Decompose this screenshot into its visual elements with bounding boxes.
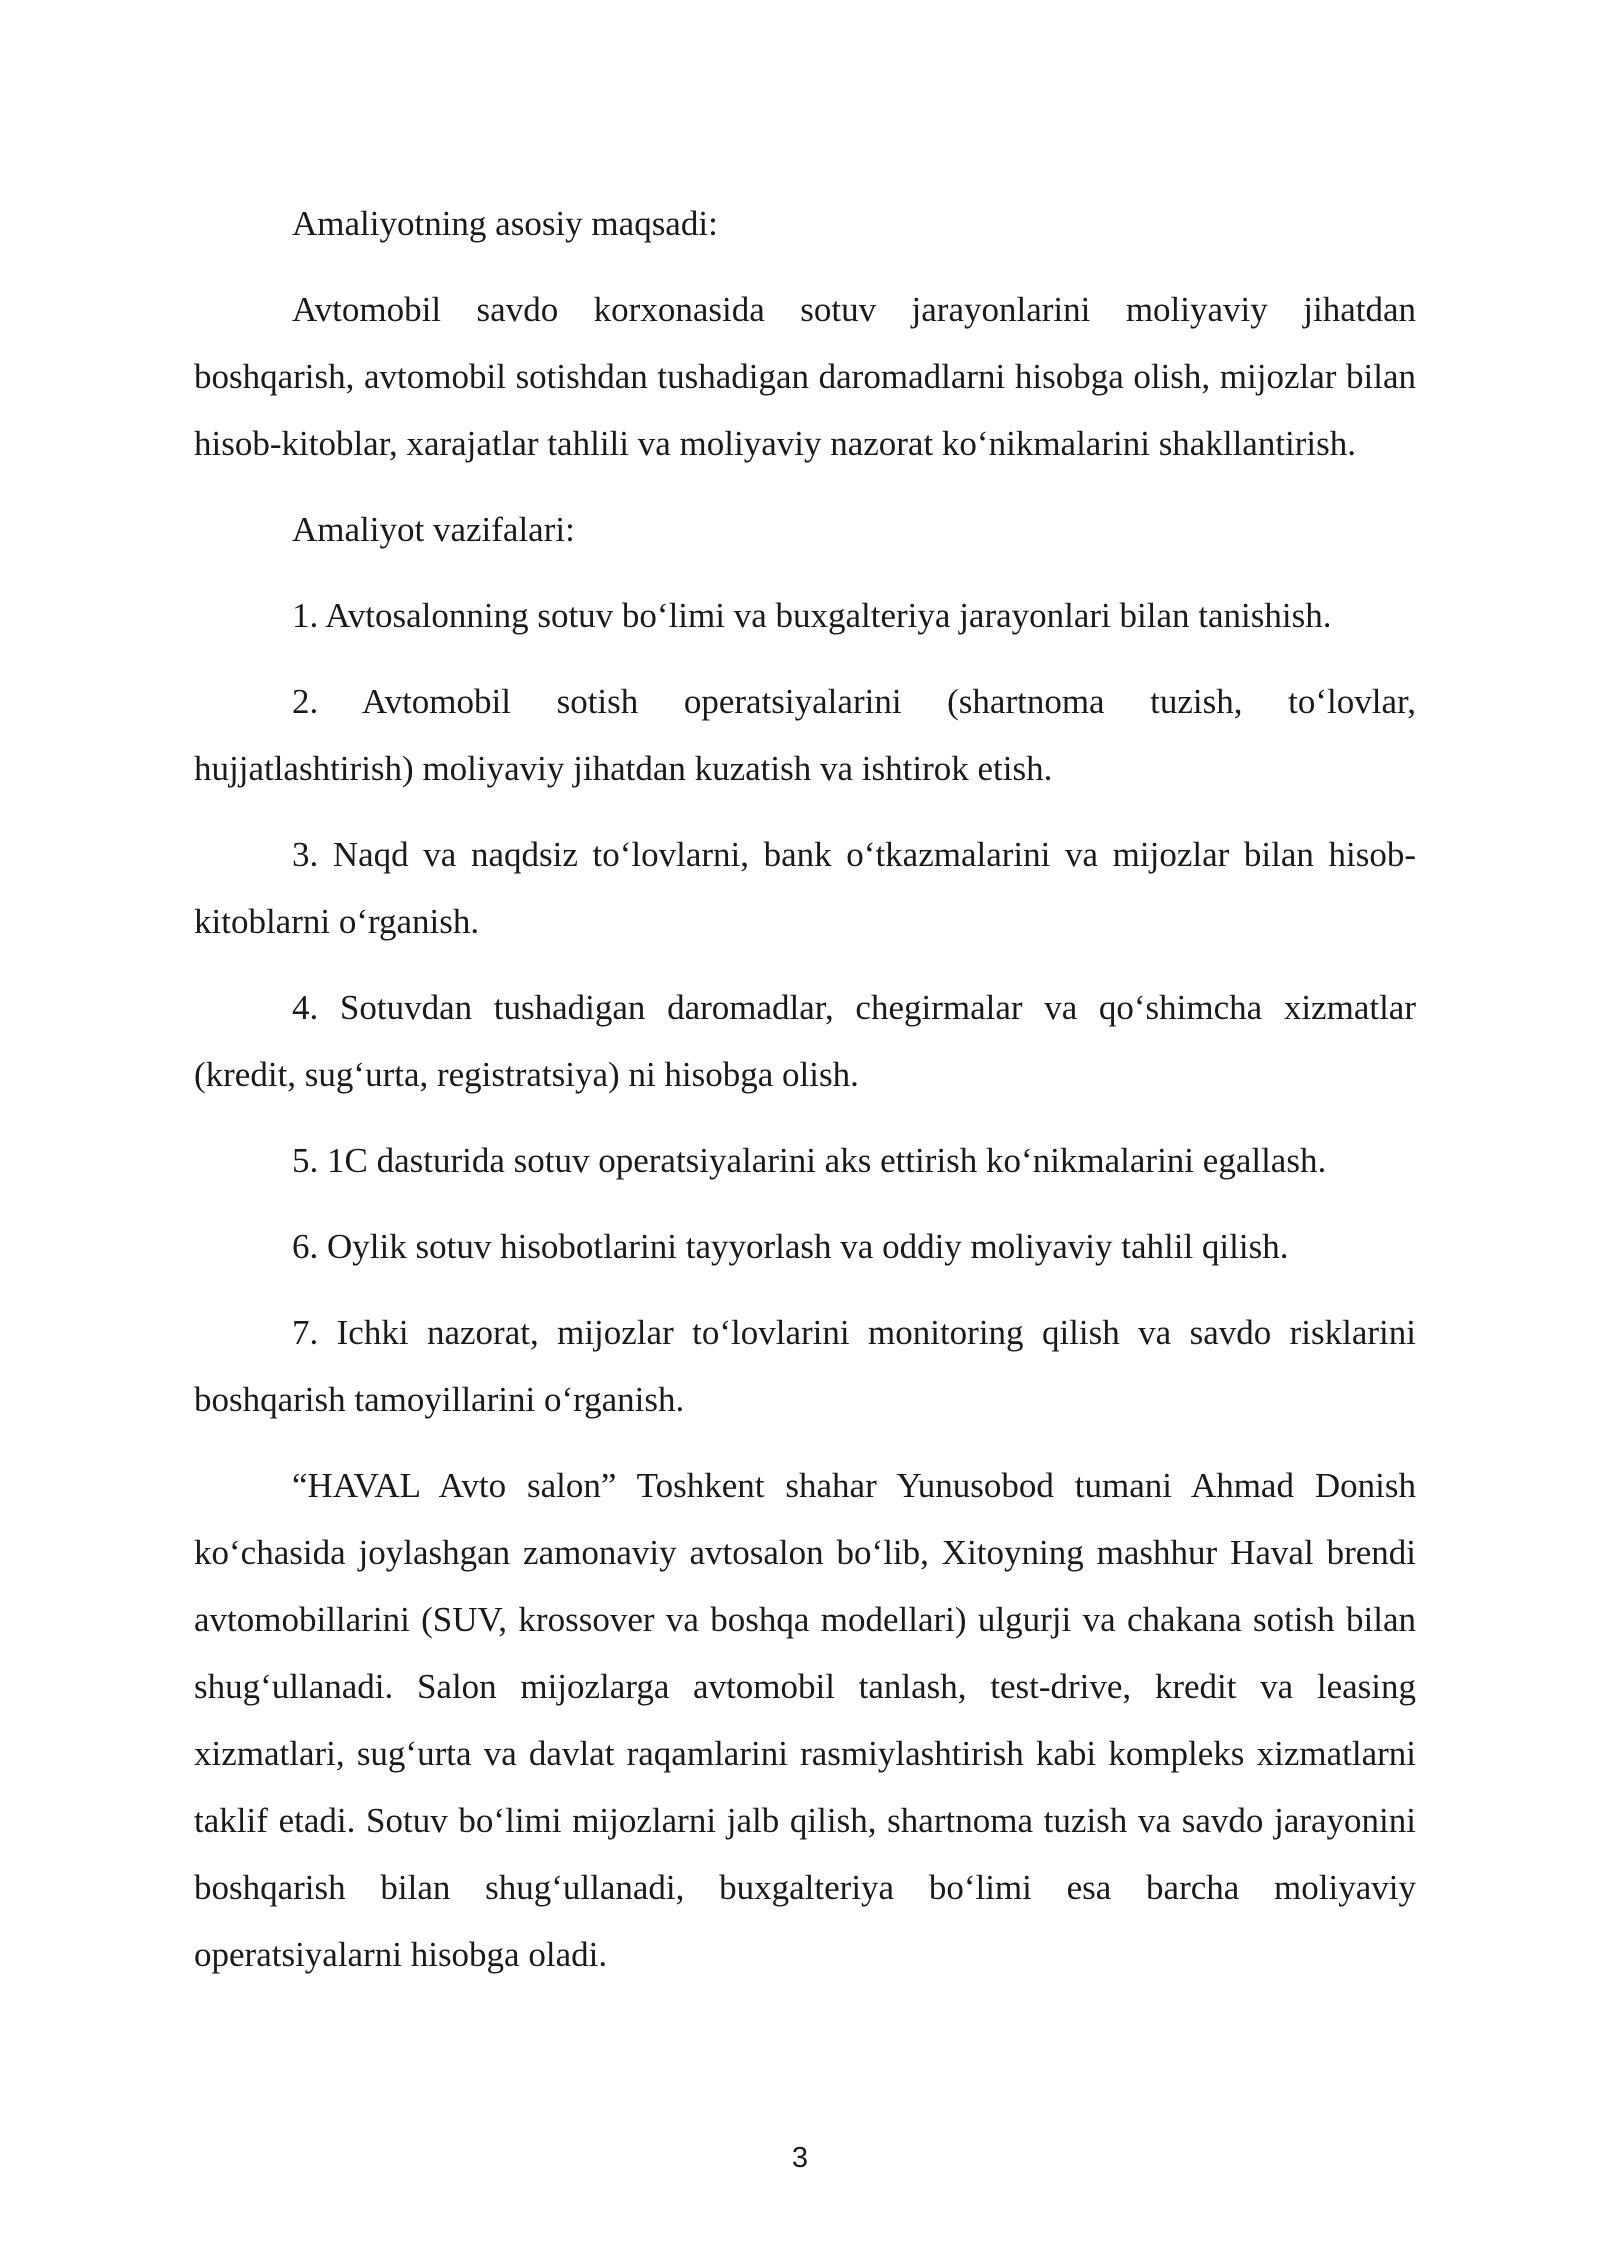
- task-item-7: 7. Ichki nazorat, mijozlar to‘lovlarini monitoring qilish va savdo risklarini boshqarish tamoyillarini o‘rganish.: [194, 1313, 1416, 1419]
- task-item-1: 1. Avtosalonning sotuv bo‘limi va buxgalteriya jarayonlari bilan tanishish.: [292, 596, 1332, 635]
- goal-paragraph: Avtomobil savdo korxonasida sotuv jarayonlarini moliyaviy jihatdan boshqarish, avtomobil sotishdan tushadigan daromadlarni hisobga olish, mijozlar bilan hisob-kitoblar, xarajatlar tahlili va moliyaviy nazorat ko‘nikmalarini shakllantirish.: [194, 290, 1416, 463]
- task-item-2: 2. Avtomobil sotish operatsiyalarini (shartnoma tuzish, to‘lovlar, hujjatlashtirish) moliyaviy jihatdan kuzatish va ishtirok etish.: [194, 682, 1416, 788]
- tasks-heading: Amaliyot vazifalari:: [292, 510, 575, 549]
- task-item-6: 6. Oylik sotuv hisobotlarini tayyorlash va oddiy moliyaviy tahlil qilish.: [292, 1227, 1289, 1266]
- company-description-paragraph: “HAVAL Avto salon” Toshkent shahar Yunusobod tumani Ahmad Donish ko‘chasida joylashgan zamonaviy avtosalon bo‘lib, Xitoyning mashhur Haval brendi avtomobillarini (SUV, krossover va boshqa modellari) ulgurji va chakana sotish bilan shug‘ullanadi. Salon mijozlarga avtomobil tanlash, test-drive, kredit va leasing xizmatlari, sug‘urta va davlat raqamlarini rasmiylashtirish kabi kompleks xizmatlarni taklif etadi. Sotuv bo‘limi mijozlarni jalb qilish, shartnoma tuzish va savdo jarayonini boshqarish bilan shug‘ullanadi, buxgalteriya bo‘limi esa barcha moliyaviy operatsiyalarni hisobga oladi.: [194, 1466, 1416, 1974]
- document-page: [194, 190, 1416, 2007]
- task-item-3: 3. Naqd va naqdsiz to‘lovlarni, bank o‘tkazmalarini va mijozlar bilan hisob-kitoblarni o‘rganish.: [194, 835, 1416, 941]
- goal-heading: Amaliyotning asosiy maqsadi:: [292, 204, 718, 243]
- task-item-4: 4. Sotuvdan tushadigan daromadlar, chegirmalar va qo‘shimcha xizmatlar (kredit, sug‘urta, registratsiya) ni hisobga olish.: [194, 988, 1416, 1094]
- task-item-5: 5. 1C dasturida sotuv operatsiyalarini aks ettirish ko‘nikmalarini egallash.: [292, 1141, 1327, 1180]
- page-number: 3: [791, 2142, 809, 2174]
